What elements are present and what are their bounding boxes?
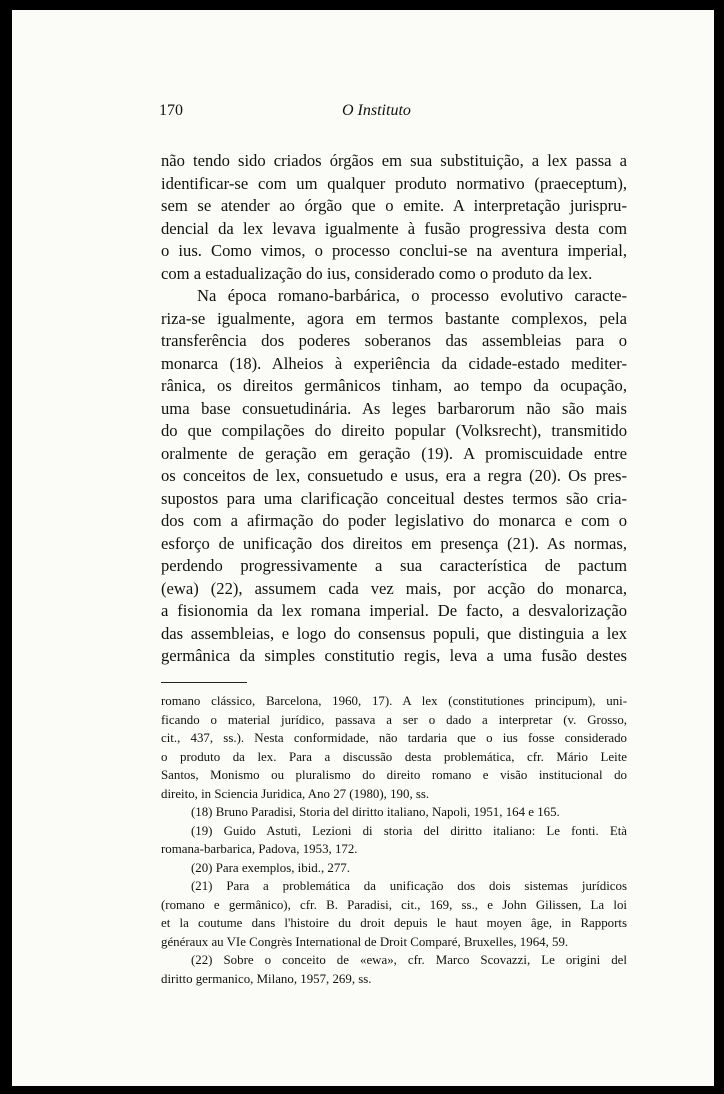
body-line: esforço de unificação dos direitos em presença (21). As normas, bbox=[161, 533, 627, 553]
footnote-18: (18) Bruno Paradisi, Storia del diritto italiano, Napoli, 1951, 164 e 165. bbox=[191, 805, 560, 819]
body-line: monarca (18). Alheios à experiência da cidade-estado mediter- bbox=[161, 353, 627, 373]
body-line: oralmente de geração em geração (19). A promiscuidade entre bbox=[161, 443, 627, 463]
body-line: do que compilações do direito popular (Volksrecht), transmitido bbox=[161, 421, 627, 440]
footnote-line: et la coutume dans l'histoire du droit depuis le haut moyen âge, in Rapports bbox=[161, 916, 627, 930]
footnote-line: romano clássico, Barcelona, 1960, 17). A lex (constitutiones principum), uni- bbox=[161, 694, 627, 708]
body-line: o ius. Como vimos, o processo conclui-se na aventura imperial, bbox=[161, 241, 627, 260]
footnote-line: (romano e germânico), cfr. B. Paradisi, cit., 169, ss., e John Gilissen, La loi bbox=[161, 897, 627, 912]
body-line: (ewa) (22), assumem cada vez mais, por acção do monarca, bbox=[161, 578, 627, 598]
footnote-divider bbox=[161, 682, 247, 683]
footnote-19: (19) Guido Astuti, Lezioni di storia del diritto italiano: Le fonti. Età bbox=[191, 823, 627, 838]
body-line: a fisionomia da lex romana imperial. De facto, a desvalorização bbox=[161, 601, 627, 620]
footnote-line: généraux au VIe Congrès International de Droit Comparé, Bruxelles, 1964, 59. bbox=[161, 934, 569, 949]
footnote-line: Santos, Monismo ou pluralismo do direito romano e visão institucional do bbox=[161, 768, 627, 782]
body-line: sem se atender ao órgão que o emite. A interpretação jurispru- bbox=[161, 196, 627, 215]
body-line: não tendo sido criados órgãos em sua substituição, a lex passa a bbox=[161, 151, 627, 170]
body-line: das assembleias, e logo do consensus populi, que distinguia a lex bbox=[161, 623, 627, 643]
page-sheet bbox=[12, 10, 714, 1086]
body-text bbox=[161, 150, 627, 668]
footnote-line: direito, in Sciencia Juridica, Ano 27 (1980), 190, ss. bbox=[161, 786, 430, 801]
body-line: uma base consuetudinária. As leges barbarorum não são mais bbox=[161, 398, 627, 418]
body-line: identificar-se com um qualquer produto normativo (praeceptum), bbox=[161, 173, 627, 193]
page-number: 170 bbox=[159, 102, 183, 119]
footnote-21: (21) Para a problemática da unificação dos dois sistemas jurídicos bbox=[191, 879, 627, 893]
footnotes bbox=[161, 692, 627, 988]
footnote-line: romana-barbarica, Padova, 1953, 172. bbox=[161, 842, 358, 856]
body-line: germânica da simples constitutio regis, leva a uma fusão destes bbox=[161, 646, 627, 665]
body-line: transferência dos poderes soberanos das assembleias para o bbox=[161, 331, 627, 350]
footnote-line: o produto da lex. Para a discussão desta problemática, cfr. Mário Leite bbox=[161, 749, 627, 764]
body-line: Na época romano-barbárica, o processo evolutivo caracte- bbox=[197, 286, 627, 305]
footnote-line: cit., 437, ss.). Nesta conformidade, não tardaria que o ius fosse considerado bbox=[161, 731, 627, 745]
running-title: O Instituto bbox=[342, 102, 411, 119]
body-line: dos com a afirmação do poder legislativo do monarca e com o bbox=[161, 511, 627, 530]
footnote-line: ficando o material jurídico, passava a ser o dado a interpretar (v. Grosso, bbox=[161, 712, 627, 727]
footnote-line: diritto germanico, Milano, 1957, 269, ss. bbox=[161, 971, 372, 986]
footnote-20: (20) Para exemplos, ibid., 277. bbox=[191, 860, 350, 875]
body-line: perdendo progressivamente a sua característica de pactum bbox=[161, 556, 627, 575]
body-line: os conceitos de lex, consuetudo e usus, era a regra (20). Os pres- bbox=[161, 466, 627, 485]
body-line: dencial da lex levava igualmente à fusão progressiva desta com bbox=[161, 218, 627, 238]
body-line: supostos para uma clarificação conceitual destes termos são cria- bbox=[161, 488, 627, 508]
page-header bbox=[12, 102, 714, 126]
body-line: riza-se igualmente, agora em termos bastante complexos, pela bbox=[161, 308, 627, 328]
body-line: com a estadualização do ius, considerado como o produto da lex. bbox=[161, 263, 593, 283]
footnote-22: (22) Sobre o conceito de «ewa», cfr. Marco Scovazzi, Le origini del bbox=[191, 953, 627, 967]
body-line: rânica, os direitos germânicos tinham, ao tempo da ocupação, bbox=[161, 376, 627, 395]
